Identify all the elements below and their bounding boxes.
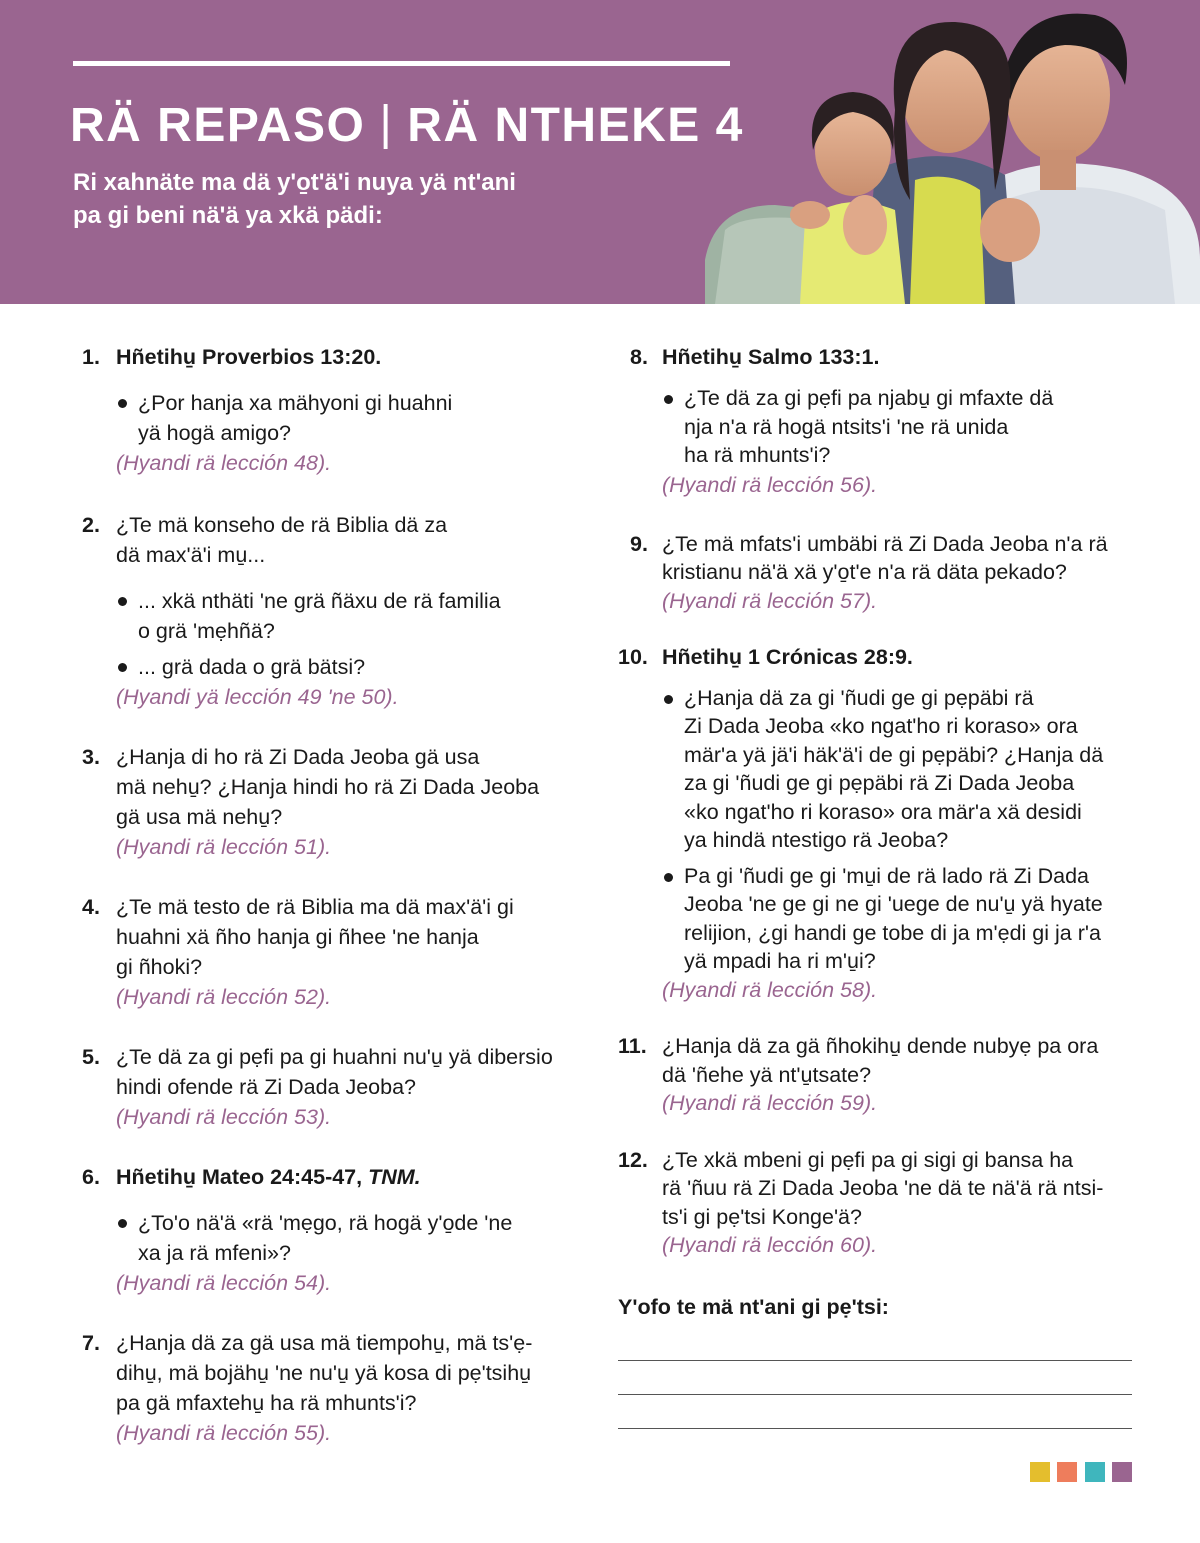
decor-square-teal [1085, 1462, 1105, 1482]
lesson-reference: (Hyandi yä lección 49 'ne 50). [116, 685, 399, 709]
page-title [70, 98, 744, 154]
question-item [82, 892, 592, 1012]
note-line[interactable] [618, 1428, 1132, 1429]
question-number: 3. [82, 745, 100, 769]
question-scripture: Hñetihu̱ Proverbios 13:20. [116, 345, 382, 369]
question-bullet: ¿To'o nä'ä «rä 'mẹgo, rä hogä y'o̱de 'ne xa ja rä mfeni»? [116, 1208, 592, 1268]
question-text: ¿Te mä konseho de rä Biblia dä za dä max'ä'i mu̱... [116, 513, 448, 567]
question-text: ¿Hanja dä za gä ñhokihu̱ dende nubyẹ pa ora dä 'ñehe yä nt'u̱tsate? [662, 1034, 1099, 1087]
lesson-reference: (Hyandi rä lección 57). [662, 588, 878, 613]
question-item [82, 742, 592, 862]
note-line[interactable] [618, 1394, 1132, 1395]
question-bullet: ¿Hanja dä za gi 'ñudi ge gi pẹpäbi rä Zi Dada Jeoba «ko ngat'ho ri koraso» ora mär'a yä jä'i häk'ä'i de gi pẹpäbi? ¿Hanja dä za gi 'ñudi ge gi pẹpäbi rä Zi Dada Jeoba «ko ngat'ho ri koraso» ora mär'a xä desidi ya hindä ntestigo rä Jeoba? [662, 684, 1158, 855]
question-item [618, 530, 1158, 616]
notes-label: Y'ofo te mä nt'ani gi pẹ'tsi: [618, 1294, 889, 1319]
left-column [82, 342, 592, 1448]
decor-square-yellow [1030, 1462, 1050, 1482]
question-item [82, 1328, 592, 1448]
question-item [618, 643, 1158, 1004]
lesson-reference: (Hyandi rä lección 55). [116, 1421, 332, 1445]
question-item [82, 1162, 592, 1298]
subtitle-line: pa gi beni nä'ä ya xkä pädi: [73, 202, 383, 229]
header-rule [73, 61, 730, 66]
question-number: 4. [82, 895, 100, 919]
question-bullet: ... grä dada o grä bätsi? [116, 652, 592, 682]
lesson-reference: (Hyandi rä lección 58). [662, 977, 878, 1002]
decor-square-orange [1057, 1462, 1077, 1482]
question-number: 9. [630, 531, 648, 556]
lesson-reference: (Hyandi rä lección 59). [662, 1091, 878, 1115]
question-number: 1. [82, 345, 100, 369]
title-right: RÄ NTHEKE 4 [407, 99, 744, 152]
question-text: ¿Te dä za gi pẹfi pa gi huahni nu'u̱ yä dibersio hindi ofende rä Zi Dada Jeoba? [116, 1045, 553, 1099]
question-number: 2. [82, 513, 100, 537]
subtitle-line: Ri xahnäte ma dä y'o̱t'ä'i nuya yä nt'ani [73, 169, 516, 196]
question-number: 8. [630, 345, 648, 369]
lesson-reference: (Hyandi rä lección 60). [662, 1233, 878, 1257]
question-bullet: ¿Te dä za gi pẹfi pa njabu̱ gi mfaxte dä nja n'a rä hogä ntsits'i 'ne rä unida ha rä mhunts'i? [662, 384, 1158, 470]
question-bullet: Pa gi 'ñudi ge gi 'mu̱i de rä lado rä Zi Dada Jeoba 'ne ge gi ne gi 'uege de nu'u̱ yä hyate relijion, ¿gi handi ge tobe di ja m'ẹdi gi ja r'a yä mpadi ha ri m'u̱i? [662, 862, 1158, 976]
question-number: 10. [618, 645, 648, 669]
lesson-reference: (Hyandi rä lección 54). [116, 1271, 332, 1295]
lesson-reference: (Hyandi rä lección 48). [116, 451, 332, 475]
lesson-reference: (Hyandi rä lección 56). [662, 472, 878, 497]
right-column [618, 342, 1158, 1429]
header-banner [0, 0, 1200, 304]
question-bullet: ... xkä nthäti 'ne grä ñäxu de rä familia o grä 'mẹhñä? [116, 586, 592, 646]
question-scripture [116, 1162, 592, 1192]
question-text: ¿Te mä mfats'i umbäbi rä Zi Dada Jeoba n'a rä kristianu nä'ä xä y'o̱t'e n'a rä däta pekado? [662, 531, 1108, 584]
question-item [82, 342, 592, 478]
family-praying-illustration [705, 0, 1200, 304]
subtitle [73, 166, 516, 232]
question-text: ¿Te xkä mbeni gi pẹfi pa gi sigi gi bansa ha rä 'ñuu rä Zi Dada Jeoba 'ne dä te nä'ä rä ntsi- ts'i gi pẹ'tsi Konge'ä? [662, 1147, 1104, 1229]
lesson-reference: (Hyandi rä lección 52). [116, 985, 332, 1009]
question-text: ¿Hanja di ho rä Zi Dada Jeoba gä usa mä nehu̱? ¿Hanja hindi ho rä Zi Dada Jeoba gä usa mä nehu̱? [116, 745, 540, 829]
title-separator: | [379, 97, 394, 150]
question-number: 5. [82, 1045, 100, 1069]
scripture-version: TNM. [368, 1165, 421, 1189]
question-item [618, 1032, 1158, 1118]
note-line[interactable] [618, 1360, 1132, 1361]
question-text: ¿Te mä testo de rä Biblia ma dä max'ä'i gi huahni xä ñho hanja gi ñhee 'ne hanja gi ñhoki? [116, 895, 514, 979]
question-bullet: ¿Por hanja xa mähyoni gi huahni yä hogä amigo? [116, 388, 592, 448]
question-item [82, 1042, 592, 1132]
question-item [618, 342, 1158, 500]
question-number: 6. [82, 1165, 100, 1189]
question-item [618, 1146, 1158, 1260]
title-left: RÄ REPASO [70, 99, 366, 152]
question-number: 11. [618, 1034, 647, 1058]
question-number: 12. [618, 1147, 648, 1172]
scripture-ref: Hñetihu̱ Mateo 24:45-47, [116, 1165, 363, 1189]
question-scripture: Hñetihu̱ 1 Crónicas 28:9. [662, 645, 913, 669]
lesson-reference: (Hyandi rä lección 51). [116, 835, 332, 859]
decor-square-purple [1112, 1462, 1132, 1482]
question-item [82, 510, 592, 712]
lesson-reference: (Hyandi rä lección 53). [116, 1105, 332, 1129]
question-number: 7. [82, 1331, 100, 1355]
question-scripture: Hñetihu̱ Salmo 133:1. [662, 345, 880, 369]
question-text: ¿Hanja dä za gä usa mä tiempohu̱, mä ts'ẹ- dihu̱, mä bojähu̱ 'ne nu'u̱ yä kosa di pẹ'tsihu̱ pa gä mfaxtehu̱ ha rä mhunts'i? [116, 1331, 533, 1415]
